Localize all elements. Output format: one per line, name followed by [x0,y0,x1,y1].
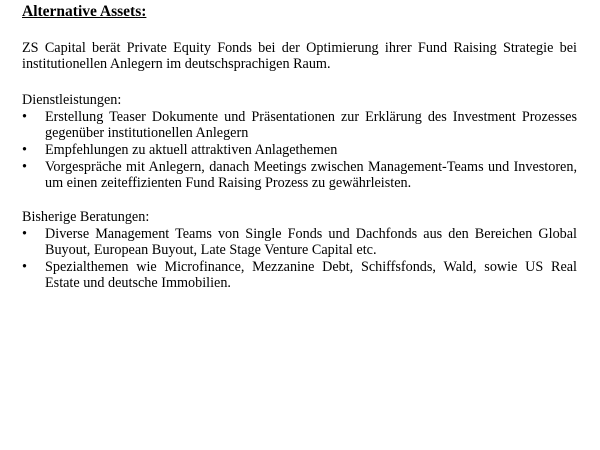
bullet-icon: • [22,159,27,175]
list-item [22,226,577,258]
services-list [22,109,577,191]
list-item-text: Vorgespräche mit Anlegern, danach Meetings zwischen Management-Teams und Investoren, um einen zeiteffizienten Fund Raising Prozess zu gewährleisten. [45,159,577,191]
list-item-text: Spezialthemen wie Microfinance, Mezzanine Debt, Schiffsfonds, Wald, sowie US Real Estate und deutsche Immobilien. [45,259,577,291]
page-title: Alternative Assets: [22,3,147,20]
services-section [22,92,577,191]
list-item [22,142,577,158]
intro-paragraph: ZS Capital berät Private Equity Fonds bei der Optimierung ihrer Fund Raising Strategie bei institutionellen Anlegern im deutschsprachigen Raum. [22,40,577,72]
list-item [22,259,577,291]
consultations-list [22,226,577,291]
bullet-icon: • [22,109,27,125]
list-item [22,159,577,191]
consultations-heading: Bisherige Beratungen: [22,209,150,225]
bullet-icon: • [22,226,27,242]
list-item-text: Diverse Management Teams von Single Fonds und Dachfonds aus den Bereichen Global Buyout, European Buyout, Late Stage Venture Capital etc. [45,226,577,258]
bullet-icon: • [22,142,27,158]
list-item-text: Erstellung Teaser Dokumente und Präsentationen zur Erklärung des Investment Prozesses gegenüber institutionellen Anlegern [45,109,577,141]
bullet-icon: • [22,259,27,275]
consultations-section [22,209,577,291]
list-item [22,109,577,141]
services-heading: Dienstleistungen: [22,92,122,108]
list-item-text: Empfehlungen zu aktuell attraktiven Anlagethemen [45,142,338,158]
